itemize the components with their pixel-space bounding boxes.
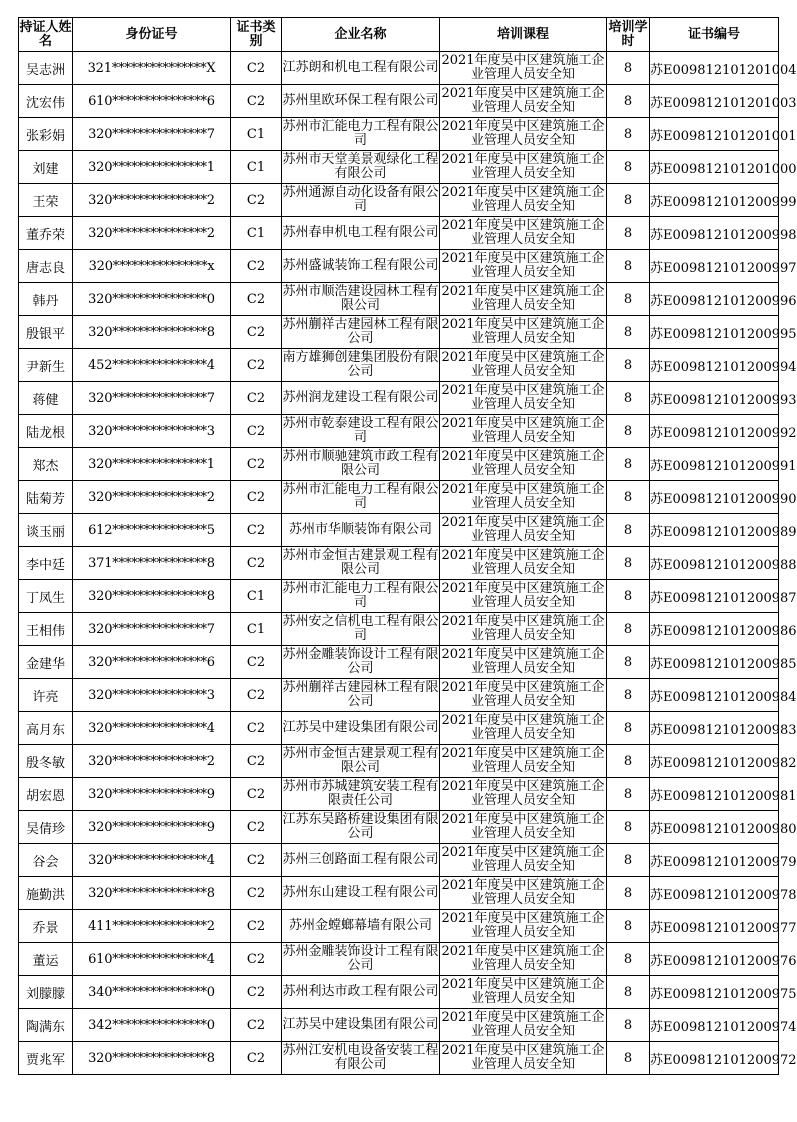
cert-type-cell: C2: [231, 877, 282, 910]
table-row: [19, 250, 779, 283]
training-hours-cell: 8: [607, 481, 650, 514]
course-name-cell: 2021年度吴中区建筑施工企业管理人员安全知: [440, 943, 607, 976]
course-name-cell: 2021年度吴中区建筑施工企业管理人员安全知: [440, 877, 607, 910]
company-name-cell: 苏州市汇能电力工程有限公司: [282, 481, 440, 514]
cert-type-cell: C2: [231, 943, 282, 976]
company-name-cell: 苏州市顺浩建设园林工程有限公司: [282, 283, 440, 316]
company-name-cell: 苏州通源自动化设备有限公司: [282, 184, 440, 217]
table-row: [19, 316, 779, 349]
course-name-cell: 2021年度吴中区建筑施工企业管理人员安全知: [440, 448, 607, 481]
id-number-cell: 452***************4: [73, 349, 231, 382]
company-name-cell: 南方雄狮创建集团股份有限公司: [282, 349, 440, 382]
cert-number-cell: 苏E009812101200984: [650, 679, 779, 712]
holder-name-cell: 贾兆军: [19, 1042, 73, 1075]
table-row: [19, 85, 779, 118]
cert-type-cell: C1: [231, 613, 282, 646]
table-row: [19, 118, 779, 151]
table-row: [19, 778, 779, 811]
training-hours-cell: 8: [607, 514, 650, 547]
table-row: [19, 349, 779, 382]
company-name-cell: 苏州金螳螂幕墙有限公司: [282, 910, 440, 943]
id-number-cell: 320***************3: [73, 415, 231, 448]
holder-name-cell: 谈玉丽: [19, 514, 73, 547]
cert-number-cell: 苏E009812101200988: [650, 547, 779, 580]
cert-type-cell: C2: [231, 184, 282, 217]
training-hours-cell: 8: [607, 52, 650, 85]
cert-number-cell: 苏E009812101200987: [650, 580, 779, 613]
cert-type-cell: C1: [231, 118, 282, 151]
cert-type-cell: C2: [231, 283, 282, 316]
cert-type-cell: C2: [231, 976, 282, 1009]
cert-type-cell: C2: [231, 481, 282, 514]
holder-name-cell: 陆菊芳: [19, 481, 73, 514]
course-name-cell: 2021年度吴中区建筑施工企业管理人员安全知: [440, 712, 607, 745]
holder-name-cell: 吴倩珍: [19, 811, 73, 844]
training-hours-cell: 8: [607, 547, 650, 580]
table-body: [19, 52, 797, 1075]
id-number-cell: 320***************2: [73, 184, 231, 217]
company-name-cell: 苏州市华顺装饰有限公司: [282, 514, 440, 547]
training-hours-cell: 8: [607, 943, 650, 976]
table-row: [19, 481, 779, 514]
header-cert-number: 证书编号: [650, 18, 779, 52]
company-name-cell: 苏州市金恒古建景观工程有限公司: [282, 547, 440, 580]
id-number-cell: 340***************0: [73, 976, 231, 1009]
cert-type-cell: C2: [231, 646, 282, 679]
holder-name-cell: 刘朦朦: [19, 976, 73, 1009]
id-number-cell: 320***************8: [73, 877, 231, 910]
cert-type-cell: C1: [231, 217, 282, 250]
course-name-cell: 2021年度吴中区建筑施工企业管理人员安全知: [440, 316, 607, 349]
company-name-cell: 江苏吴中建设集团有限公司: [282, 712, 440, 745]
company-name-cell: 苏州市顺驰建筑市政工程有限公司: [282, 448, 440, 481]
company-name-cell: 苏州金雕装饰设计工程有限公司: [282, 943, 440, 976]
training-hours-cell: 8: [607, 613, 650, 646]
cert-type-cell: C2: [231, 1042, 282, 1075]
training-hours-cell: 8: [607, 250, 650, 283]
course-name-cell: 2021年度吴中区建筑施工企业管理人员安全知: [440, 250, 607, 283]
holder-name-cell: 王相伟: [19, 613, 73, 646]
header-cert-type: 证书类别: [231, 18, 282, 52]
table-row: [19, 679, 779, 712]
course-name-cell: 2021年度吴中区建筑施工企业管理人员安全知: [440, 910, 607, 943]
holder-name-cell: 胡宏恩: [19, 778, 73, 811]
holder-name-cell: 李中廷: [19, 547, 73, 580]
table-row: [19, 283, 779, 316]
course-name-cell: 2021年度吴中区建筑施工企业管理人员安全知: [440, 415, 607, 448]
course-name-cell: 2021年度吴中区建筑施工企业管理人员安全知: [440, 844, 607, 877]
cert-number-cell: 苏E009812101200989: [650, 514, 779, 547]
id-number-cell: 320***************2: [73, 217, 231, 250]
course-name-cell: 2021年度吴中区建筑施工企业管理人员安全知: [440, 217, 607, 250]
holder-name-cell: 董运: [19, 943, 73, 976]
table-row: [19, 184, 779, 217]
holder-name-cell: 郑杰: [19, 448, 73, 481]
id-number-cell: 320***************0: [73, 283, 231, 316]
company-name-cell: 苏州安之信机电工程有限公司: [282, 613, 440, 646]
company-name-cell: 江苏东吴路桥建设集团有限公司: [282, 811, 440, 844]
cert-number-cell: 苏E009812101201004: [650, 52, 779, 85]
cert-type-cell: C2: [231, 448, 282, 481]
cert-number-cell: 苏E009812101201001: [650, 118, 779, 151]
cert-number-cell: 苏E009812101200990: [650, 481, 779, 514]
cert-type-cell: C2: [231, 316, 282, 349]
cert-type-cell: C2: [231, 547, 282, 580]
id-number-cell: 321***************X: [73, 52, 231, 85]
cert-number-cell: 苏E009812101200998: [650, 217, 779, 250]
cert-number-cell: 苏E009812101200982: [650, 745, 779, 778]
cert-number-cell: 苏E009812101200972: [650, 1042, 779, 1075]
header-id-number: 身份证号: [73, 18, 231, 52]
id-number-cell: 342***************0: [73, 1009, 231, 1042]
company-name-cell: 苏州市汇能电力工程有限公司: [282, 580, 440, 613]
cert-number-cell: 苏E009812101200974: [650, 1009, 779, 1042]
header-hours: 培训学时: [607, 18, 650, 52]
course-name-cell: 2021年度吴中区建筑施工企业管理人员安全知: [440, 613, 607, 646]
table-row: [19, 217, 779, 250]
cert-number-cell: 苏E009812101200993: [650, 382, 779, 415]
cert-type-cell: C2: [231, 679, 282, 712]
holder-name-cell: 谷会: [19, 844, 73, 877]
id-number-cell: 320***************8: [73, 316, 231, 349]
holder-name-cell: 尹新生: [19, 349, 73, 382]
id-number-cell: 320***************x: [73, 250, 231, 283]
id-number-cell: 371***************8: [73, 547, 231, 580]
cert-number-cell: 苏E009812101200999: [650, 184, 779, 217]
course-name-cell: 2021年度吴中区建筑施工企业管理人员安全知: [440, 976, 607, 1009]
cert-type-cell: C2: [231, 811, 282, 844]
company-name-cell: 苏州市金恒古建景观工程有限公司: [282, 745, 440, 778]
training-hours-cell: 8: [607, 745, 650, 778]
cert-number-cell: 苏E009812101200979: [650, 844, 779, 877]
certificate-roster-table: [18, 17, 797, 1075]
cert-type-cell: C1: [231, 580, 282, 613]
table-row: [19, 613, 779, 646]
company-name-cell: 苏州东山建设工程有限公司: [282, 877, 440, 910]
holder-name-cell: 王荣: [19, 184, 73, 217]
course-name-cell: 2021年度吴中区建筑施工企业管理人员安全知: [440, 547, 607, 580]
id-number-cell: 411***************2: [73, 910, 231, 943]
course-name-cell: 2021年度吴中区建筑施工企业管理人员安全知: [440, 184, 607, 217]
cert-number-cell: 苏E009812101201003: [650, 85, 779, 118]
company-name-cell: 苏州里欧环保工程有限公司: [282, 85, 440, 118]
company-name-cell: 苏州市天堂美景观绿化工程有限公司: [282, 151, 440, 184]
cert-type-cell: C2: [231, 514, 282, 547]
cert-number-cell: 苏E009812101200985: [650, 646, 779, 679]
cert-number-cell: 苏E009812101200975: [650, 976, 779, 1009]
course-name-cell: 2021年度吴中区建筑施工企业管理人员安全知: [440, 151, 607, 184]
cert-type-cell: C2: [231, 250, 282, 283]
table-row: [19, 745, 779, 778]
holder-name-cell: 韩丹: [19, 283, 73, 316]
training-hours-cell: 8: [607, 646, 650, 679]
company-name-cell: 苏州利达市政工程有限公司: [282, 976, 440, 1009]
course-name-cell: 2021年度吴中区建筑施工企业管理人员安全知: [440, 679, 607, 712]
table-row: [19, 910, 779, 943]
table-row: [19, 844, 779, 877]
holder-name-cell: 金建华: [19, 646, 73, 679]
company-name-cell: 江苏吴中建设集团有限公司: [282, 1009, 440, 1042]
id-number-cell: 320***************2: [73, 481, 231, 514]
cert-number-cell: 苏E009812101200991: [650, 448, 779, 481]
company-name-cell: 苏州润龙建设工程有限公司: [282, 382, 440, 415]
holder-name-cell: 施勤洪: [19, 877, 73, 910]
holder-name-cell: 陆龙根: [19, 415, 73, 448]
id-number-cell: 320***************9: [73, 778, 231, 811]
training-hours-cell: 8: [607, 415, 650, 448]
id-number-cell: 610***************4: [73, 943, 231, 976]
id-number-cell: 320***************4: [73, 712, 231, 745]
course-name-cell: 2021年度吴中区建筑施工企业管理人员安全知: [440, 52, 607, 85]
training-hours-cell: 8: [607, 85, 650, 118]
course-name-cell: 2021年度吴中区建筑施工企业管理人员安全知: [440, 778, 607, 811]
table-row: [19, 52, 779, 85]
id-number-cell: 320***************6: [73, 646, 231, 679]
holder-name-cell: 殷冬敏: [19, 745, 73, 778]
header-name: 持证人姓名: [19, 18, 73, 52]
table-row: [19, 646, 779, 679]
cert-type-cell: C2: [231, 85, 282, 118]
cert-type-cell: C2: [231, 778, 282, 811]
cert-type-cell: C2: [231, 349, 282, 382]
cert-number-cell: 苏E009812101200983: [650, 712, 779, 745]
company-name-cell: 苏州金雕装饰设计工程有限公司: [282, 646, 440, 679]
company-name-cell: 苏州江安机电设备安装工程有限公司: [282, 1042, 440, 1075]
training-hours-cell: 8: [607, 1042, 650, 1075]
holder-name-cell: 许亮: [19, 679, 73, 712]
table-row: [19, 514, 779, 547]
training-hours-cell: 8: [607, 679, 650, 712]
cert-type-cell: C1: [231, 151, 282, 184]
course-name-cell: 2021年度吴中区建筑施工企业管理人员安全知: [440, 349, 607, 382]
id-number-cell: 320***************4: [73, 844, 231, 877]
holder-name-cell: 丁凤生: [19, 580, 73, 613]
cert-type-cell: C2: [231, 712, 282, 745]
holder-name-cell: 殷银平: [19, 316, 73, 349]
holder-name-cell: 刘建: [19, 151, 73, 184]
table-row: [19, 712, 779, 745]
holder-name-cell: 陶满东: [19, 1009, 73, 1042]
id-number-cell: 320***************1: [73, 151, 231, 184]
cert-number-cell: 苏E009812101200994: [650, 349, 779, 382]
table-row: [19, 580, 779, 613]
training-hours-cell: 8: [607, 283, 650, 316]
training-hours-cell: 8: [607, 217, 650, 250]
id-number-cell: 320***************8: [73, 1042, 231, 1075]
course-name-cell: 2021年度吴中区建筑施工企业管理人员安全知: [440, 745, 607, 778]
training-hours-cell: 8: [607, 316, 650, 349]
training-hours-cell: 8: [607, 976, 650, 1009]
table-row: [19, 1042, 779, 1075]
cert-number-cell: 苏E009812101200978: [650, 877, 779, 910]
course-name-cell: 2021年度吴中区建筑施工企业管理人员安全知: [440, 514, 607, 547]
training-hours-cell: 8: [607, 151, 650, 184]
training-hours-cell: 8: [607, 349, 650, 382]
course-name-cell: 2021年度吴中区建筑施工企业管理人员安全知: [440, 85, 607, 118]
training-hours-cell: 8: [607, 877, 650, 910]
cert-number-cell: 苏E009812101200977: [650, 910, 779, 943]
holder-name-cell: 乔景: [19, 910, 73, 943]
table-row: [19, 547, 779, 580]
table-row: [19, 811, 779, 844]
id-number-cell: 320***************3: [73, 679, 231, 712]
table-row: [19, 151, 779, 184]
company-name-cell: 苏州市苏城建筑安装工程有限责任公司: [282, 778, 440, 811]
cert-type-cell: C2: [231, 745, 282, 778]
training-hours-cell: 8: [607, 580, 650, 613]
table-row: [19, 943, 779, 976]
holder-name-cell: 高月东: [19, 712, 73, 745]
course-name-cell: 2021年度吴中区建筑施工企业管理人员安全知: [440, 811, 607, 844]
cert-number-cell: 苏E009812101200997: [650, 250, 779, 283]
holder-name-cell: 吴志洲: [19, 52, 73, 85]
training-hours-cell: 8: [607, 778, 650, 811]
cert-type-cell: C2: [231, 382, 282, 415]
company-name-cell: 苏州市乾泰建设工程有限公司: [282, 415, 440, 448]
cert-number-cell: 苏E009812101200992: [650, 415, 779, 448]
table-row: [19, 448, 779, 481]
cert-type-cell: C2: [231, 910, 282, 943]
table-row: [19, 976, 779, 1009]
training-hours-cell: 8: [607, 382, 650, 415]
table-row: [19, 1009, 779, 1042]
training-hours-cell: 8: [607, 712, 650, 745]
course-name-cell: 2021年度吴中区建筑施工企业管理人员安全知: [440, 1009, 607, 1042]
training-hours-cell: 8: [607, 811, 650, 844]
training-hours-cell: 8: [607, 844, 650, 877]
training-hours-cell: 8: [607, 118, 650, 151]
cert-number-cell: 苏E009812101200976: [650, 943, 779, 976]
id-number-cell: 320***************8: [73, 580, 231, 613]
cert-type-cell: C2: [231, 844, 282, 877]
training-hours-cell: 8: [607, 910, 650, 943]
id-number-cell: 610***************6: [73, 85, 231, 118]
training-hours-cell: 8: [607, 448, 650, 481]
company-name-cell: 苏州蒯祥古建园林工程有限公司: [282, 679, 440, 712]
id-number-cell: 320***************7: [73, 382, 231, 415]
course-name-cell: 2021年度吴中区建筑施工企业管理人员安全知: [440, 118, 607, 151]
holder-name-cell: 张彩娟: [19, 118, 73, 151]
holder-name-cell: 沈宏伟: [19, 85, 73, 118]
table-row: [19, 415, 779, 448]
holder-name-cell: 蒋健: [19, 382, 73, 415]
id-number-cell: 320***************7: [73, 613, 231, 646]
training-hours-cell: 8: [607, 1009, 650, 1042]
id-number-cell: 320***************7: [73, 118, 231, 151]
header-row: [19, 18, 779, 52]
course-name-cell: 2021年度吴中区建筑施工企业管理人员安全知: [440, 382, 607, 415]
company-name-cell: 苏州三创路面工程有限公司: [282, 844, 440, 877]
cert-number-cell: 苏E009812101201000: [650, 151, 779, 184]
company-name-cell: 苏州蒯祥古建园林工程有限公司: [282, 316, 440, 349]
cert-number-cell: 苏E009812101200980: [650, 811, 779, 844]
cert-number-cell: 苏E009812101200981: [650, 778, 779, 811]
training-hours-cell: 8: [607, 184, 650, 217]
cert-number-cell: 苏E009812101200995: [650, 316, 779, 349]
company-name-cell: 苏州盛诚装饰工程有限公司: [282, 250, 440, 283]
course-name-cell: 2021年度吴中区建筑施工企业管理人员安全知: [440, 646, 607, 679]
table-row: [19, 382, 779, 415]
id-number-cell: 320***************1: [73, 448, 231, 481]
cert-number-cell: 苏E009812101200996: [650, 283, 779, 316]
table-row: [19, 877, 779, 910]
header-company: 企业名称: [282, 18, 440, 52]
cert-number-cell: 苏E009812101200986: [650, 613, 779, 646]
cert-type-cell: C2: [231, 415, 282, 448]
holder-name-cell: 唐志良: [19, 250, 73, 283]
company-name-cell: 江苏朗和机电工程有限公司: [282, 52, 440, 85]
id-number-cell: 612***************5: [73, 514, 231, 547]
id-number-cell: 320***************9: [73, 811, 231, 844]
cert-type-cell: C2: [231, 52, 282, 85]
id-number-cell: 320***************2: [73, 745, 231, 778]
company-name-cell: 苏州市汇能电力工程有限公司: [282, 118, 440, 151]
company-name-cell: 苏州春申机电工程有限公司: [282, 217, 440, 250]
course-name-cell: 2021年度吴中区建筑施工企业管理人员安全知: [440, 283, 607, 316]
course-name-cell: 2021年度吴中区建筑施工企业管理人员安全知: [440, 1042, 607, 1075]
header-course: 培训课程: [440, 18, 607, 52]
course-name-cell: 2021年度吴中区建筑施工企业管理人员安全知: [440, 580, 607, 613]
course-name-cell: 2021年度吴中区建筑施工企业管理人员安全知: [440, 481, 607, 514]
cert-type-cell: C2: [231, 1009, 282, 1042]
holder-name-cell: 董乔荣: [19, 217, 73, 250]
